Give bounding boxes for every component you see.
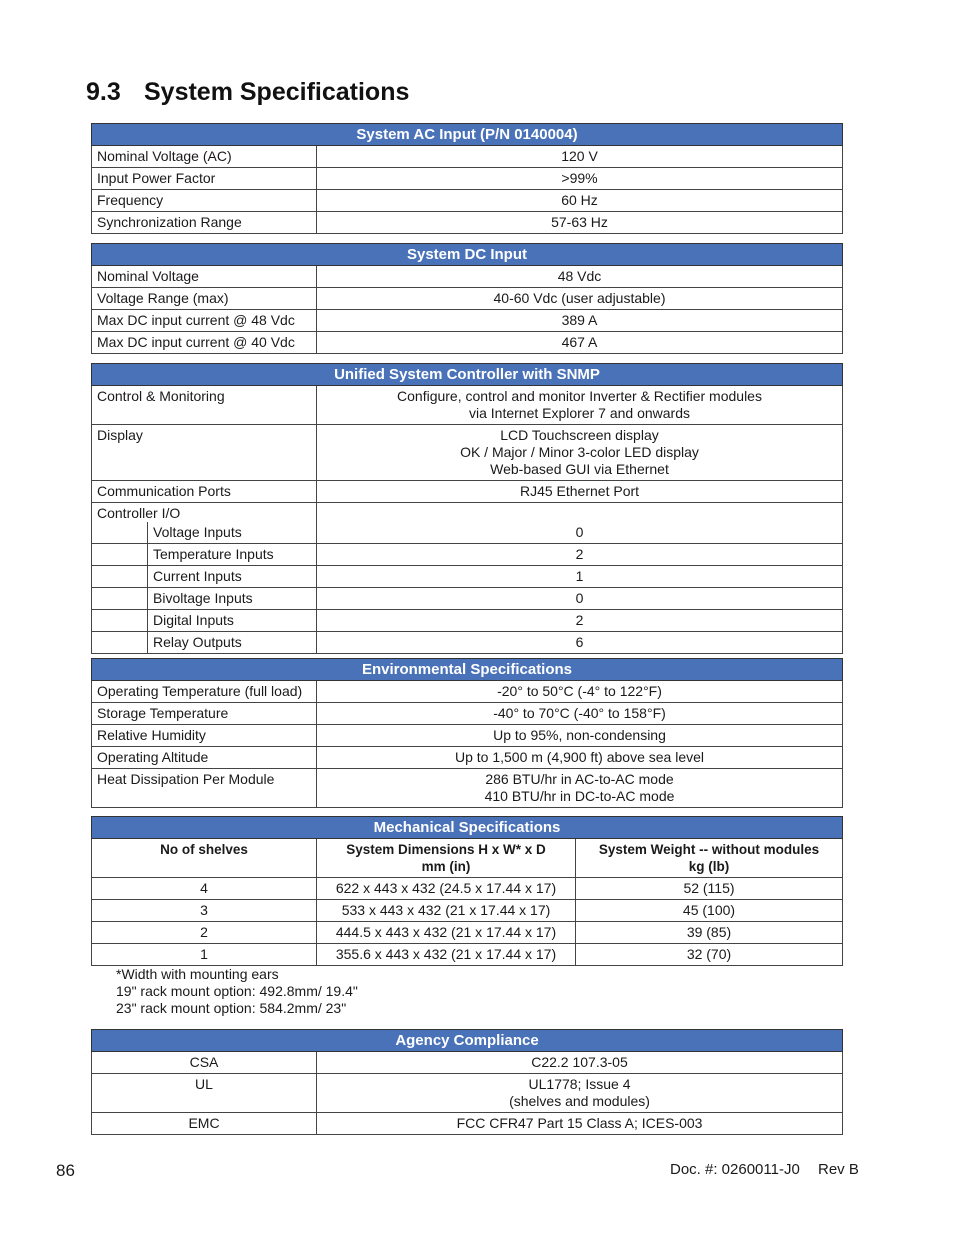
column-header bbox=[317, 839, 576, 878]
dimensions-cell: 444.5 x 443 x 432 (21 x 17.44 x 17) bbox=[317, 922, 576, 944]
dc-input-table bbox=[91, 243, 843, 354]
table-row bbox=[92, 503, 843, 523]
row-value: 57-63 Hz bbox=[317, 212, 843, 234]
row-label: Max DC input current @ 40 Vdc bbox=[92, 332, 317, 354]
table-row bbox=[92, 944, 843, 966]
environmental-header: Environmental Specifications bbox=[92, 659, 843, 681]
indent-cell bbox=[92, 632, 148, 654]
value-line: (shelves and modules) bbox=[509, 1093, 650, 1109]
column-header-line: kg (lb) bbox=[688, 859, 730, 874]
row-label: Voltage Range (max) bbox=[92, 288, 317, 310]
value-line: 410 BTU/hr in DC-to-AC mode bbox=[484, 788, 675, 804]
table-row bbox=[92, 703, 843, 725]
table-row bbox=[92, 544, 843, 566]
mechanical-header: Mechanical Specifications bbox=[92, 817, 843, 839]
environmental-table bbox=[91, 658, 843, 808]
row-label: Max DC input current @ 48 Vdc bbox=[92, 310, 317, 332]
row-value: >99% bbox=[317, 168, 843, 190]
ac-input-header: System AC Input (P/N 0140004) bbox=[92, 124, 843, 146]
weight-cell: 32 (70) bbox=[576, 944, 843, 966]
row-label: Frequency bbox=[92, 190, 317, 212]
table-row bbox=[92, 1113, 843, 1135]
row-label: Relay Outputs bbox=[148, 632, 317, 654]
row-label: Input Power Factor bbox=[92, 168, 317, 190]
row-value: RJ45 Ethernet Port bbox=[317, 481, 843, 503]
ac-input-table bbox=[91, 123, 843, 234]
row-label: CSA bbox=[92, 1052, 317, 1074]
table-row bbox=[92, 747, 843, 769]
mechanical-notes bbox=[116, 966, 358, 1017]
agency-header: Agency Compliance bbox=[92, 1030, 843, 1052]
value-line: Web-based GUI via Ethernet bbox=[490, 461, 669, 477]
controller-table bbox=[91, 363, 843, 654]
row-value: 40-60 Vdc (user adjustable) bbox=[317, 288, 843, 310]
section-title: System Specifications bbox=[144, 78, 410, 106]
table-row bbox=[92, 922, 843, 944]
row-label: Synchronization Range bbox=[92, 212, 317, 234]
row-label: Digital Inputs bbox=[148, 610, 317, 632]
indent-cell bbox=[92, 588, 148, 610]
row-label: Temperature Inputs bbox=[148, 544, 317, 566]
table-row bbox=[92, 900, 843, 922]
column-header-line: System Weight -- without modules bbox=[598, 842, 820, 857]
weight-cell: 45 (100) bbox=[576, 900, 843, 922]
dimensions-cell: 355.6 x 443 x 432 (21 x 17.44 x 17) bbox=[317, 944, 576, 966]
table-row bbox=[92, 310, 843, 332]
table-row bbox=[92, 481, 843, 503]
mechanical-table bbox=[91, 816, 843, 966]
row-label: UL bbox=[92, 1074, 317, 1113]
column-header bbox=[576, 839, 843, 878]
weight-cell: 52 (115) bbox=[576, 878, 843, 900]
table-row bbox=[92, 566, 843, 588]
row-value: FCC CFR47 Part 15 Class A; ICES-003 bbox=[317, 1113, 843, 1135]
row-label: Operating Temperature (full load) bbox=[92, 681, 317, 703]
row-label: Communication Ports bbox=[92, 481, 317, 503]
value-line: UL1778; Issue 4 bbox=[528, 1076, 631, 1092]
row-label: Voltage Inputs bbox=[148, 522, 317, 544]
row-label: Operating Altitude bbox=[92, 747, 317, 769]
controller-header: Unified System Controller with SNMP bbox=[92, 364, 843, 386]
table-row bbox=[92, 588, 843, 610]
row-value: 389 A bbox=[317, 310, 843, 332]
table-row bbox=[92, 610, 843, 632]
doc-number bbox=[670, 1161, 859, 1178]
row-value bbox=[317, 425, 843, 481]
row-label: Bivoltage Inputs bbox=[148, 588, 317, 610]
doc-id: Doc. #: 0260011-J0 bbox=[670, 1161, 800, 1178]
row-value: 0 bbox=[317, 503, 843, 544]
table-row bbox=[92, 146, 843, 168]
row-label: Storage Temperature bbox=[92, 703, 317, 725]
row-value: 467 A bbox=[317, 332, 843, 354]
row-value: 0 bbox=[317, 588, 843, 610]
row-value bbox=[317, 769, 843, 808]
row-value: -20° to 50°C (-4° to 122°F) bbox=[317, 681, 843, 703]
row-label: Relative Humidity bbox=[92, 725, 317, 747]
row-value: 60 Hz bbox=[317, 190, 843, 212]
table-row bbox=[92, 212, 843, 234]
row-value: -40° to 70°C (-40° to 158°F) bbox=[317, 703, 843, 725]
value-line: 286 BTU/hr in AC-to-AC mode bbox=[485, 771, 674, 787]
column-header-row bbox=[92, 839, 843, 878]
row-label: EMC bbox=[92, 1113, 317, 1135]
table-row bbox=[92, 1052, 843, 1074]
table-row bbox=[92, 332, 843, 354]
table-row bbox=[92, 288, 843, 310]
row-value: 2 bbox=[317, 544, 843, 566]
table-row bbox=[92, 266, 843, 288]
table-row bbox=[92, 681, 843, 703]
indent-cell bbox=[92, 522, 148, 544]
row-label: Current Inputs bbox=[148, 566, 317, 588]
table-row bbox=[92, 168, 843, 190]
controller-io-label: Controller I/O bbox=[92, 503, 317, 523]
table-row bbox=[92, 1074, 843, 1113]
row-value: 48 Vdc bbox=[317, 266, 843, 288]
note-line: 19" rack mount option: 492.8mm/ 19.4" bbox=[116, 983, 358, 999]
note-line: 23" rack mount option: 584.2mm/ 23" bbox=[116, 1000, 347, 1016]
shelves-cell: 2 bbox=[92, 922, 317, 944]
row-value: 6 bbox=[317, 632, 843, 654]
row-value bbox=[317, 386, 843, 425]
shelves-cell: 4 bbox=[92, 878, 317, 900]
page-number: 86 bbox=[56, 1161, 75, 1180]
table-row bbox=[92, 769, 843, 808]
row-value: 1 bbox=[317, 566, 843, 588]
indent-cell bbox=[92, 544, 148, 566]
doc-revision: Rev B bbox=[817, 1161, 859, 1178]
row-label: Control & Monitoring bbox=[92, 386, 317, 425]
row-value: 2 bbox=[317, 610, 843, 632]
row-label: Nominal Voltage bbox=[92, 266, 317, 288]
agency-table bbox=[91, 1029, 843, 1135]
column-header: No of shelves bbox=[92, 839, 317, 878]
table-row bbox=[92, 878, 843, 900]
table-row bbox=[92, 190, 843, 212]
dimensions-cell: 533 x 443 x 432 (21 x 17.44 x 17) bbox=[317, 900, 576, 922]
section-number: 9.3 bbox=[86, 78, 121, 106]
table-row bbox=[92, 632, 843, 654]
note-line: *Width with mounting ears bbox=[116, 966, 279, 982]
value-line: OK / Major / Minor 3-color LED display bbox=[460, 444, 699, 460]
weight-cell: 39 (85) bbox=[576, 922, 843, 944]
column-header-line: mm (in) bbox=[421, 859, 471, 874]
row-value: 120 V bbox=[317, 146, 843, 168]
row-label: Nominal Voltage (AC) bbox=[92, 146, 317, 168]
table-row bbox=[92, 725, 843, 747]
value-line: via Internet Explorer 7 and onwards bbox=[468, 405, 690, 421]
dimensions-cell: 622 x 443 x 432 (24.5 x 17.44 x 17) bbox=[317, 878, 576, 900]
indent-cell bbox=[92, 566, 148, 588]
section-heading bbox=[86, 78, 409, 107]
shelves-cell: 3 bbox=[92, 900, 317, 922]
value-line: LCD Touchscreen display bbox=[500, 427, 659, 443]
table-row bbox=[92, 386, 843, 425]
column-header-line: System Dimensions H x W* x D bbox=[346, 842, 546, 857]
row-value: C22.2 107.3-05 bbox=[317, 1052, 843, 1074]
row-value: Up to 95%, non-condensing bbox=[317, 725, 843, 747]
shelves-cell: 1 bbox=[92, 944, 317, 966]
value-line: Configure, control and monitor Inverter & Rectifier modules bbox=[397, 388, 762, 404]
row-label: Heat Dissipation Per Module bbox=[92, 769, 317, 808]
table-row bbox=[92, 425, 843, 481]
row-value bbox=[317, 1074, 843, 1113]
row-label: Display bbox=[92, 425, 317, 481]
row-value: Up to 1,500 m (4,900 ft) above sea level bbox=[317, 747, 843, 769]
dc-input-header: System DC Input bbox=[92, 244, 843, 266]
indent-cell bbox=[92, 610, 148, 632]
